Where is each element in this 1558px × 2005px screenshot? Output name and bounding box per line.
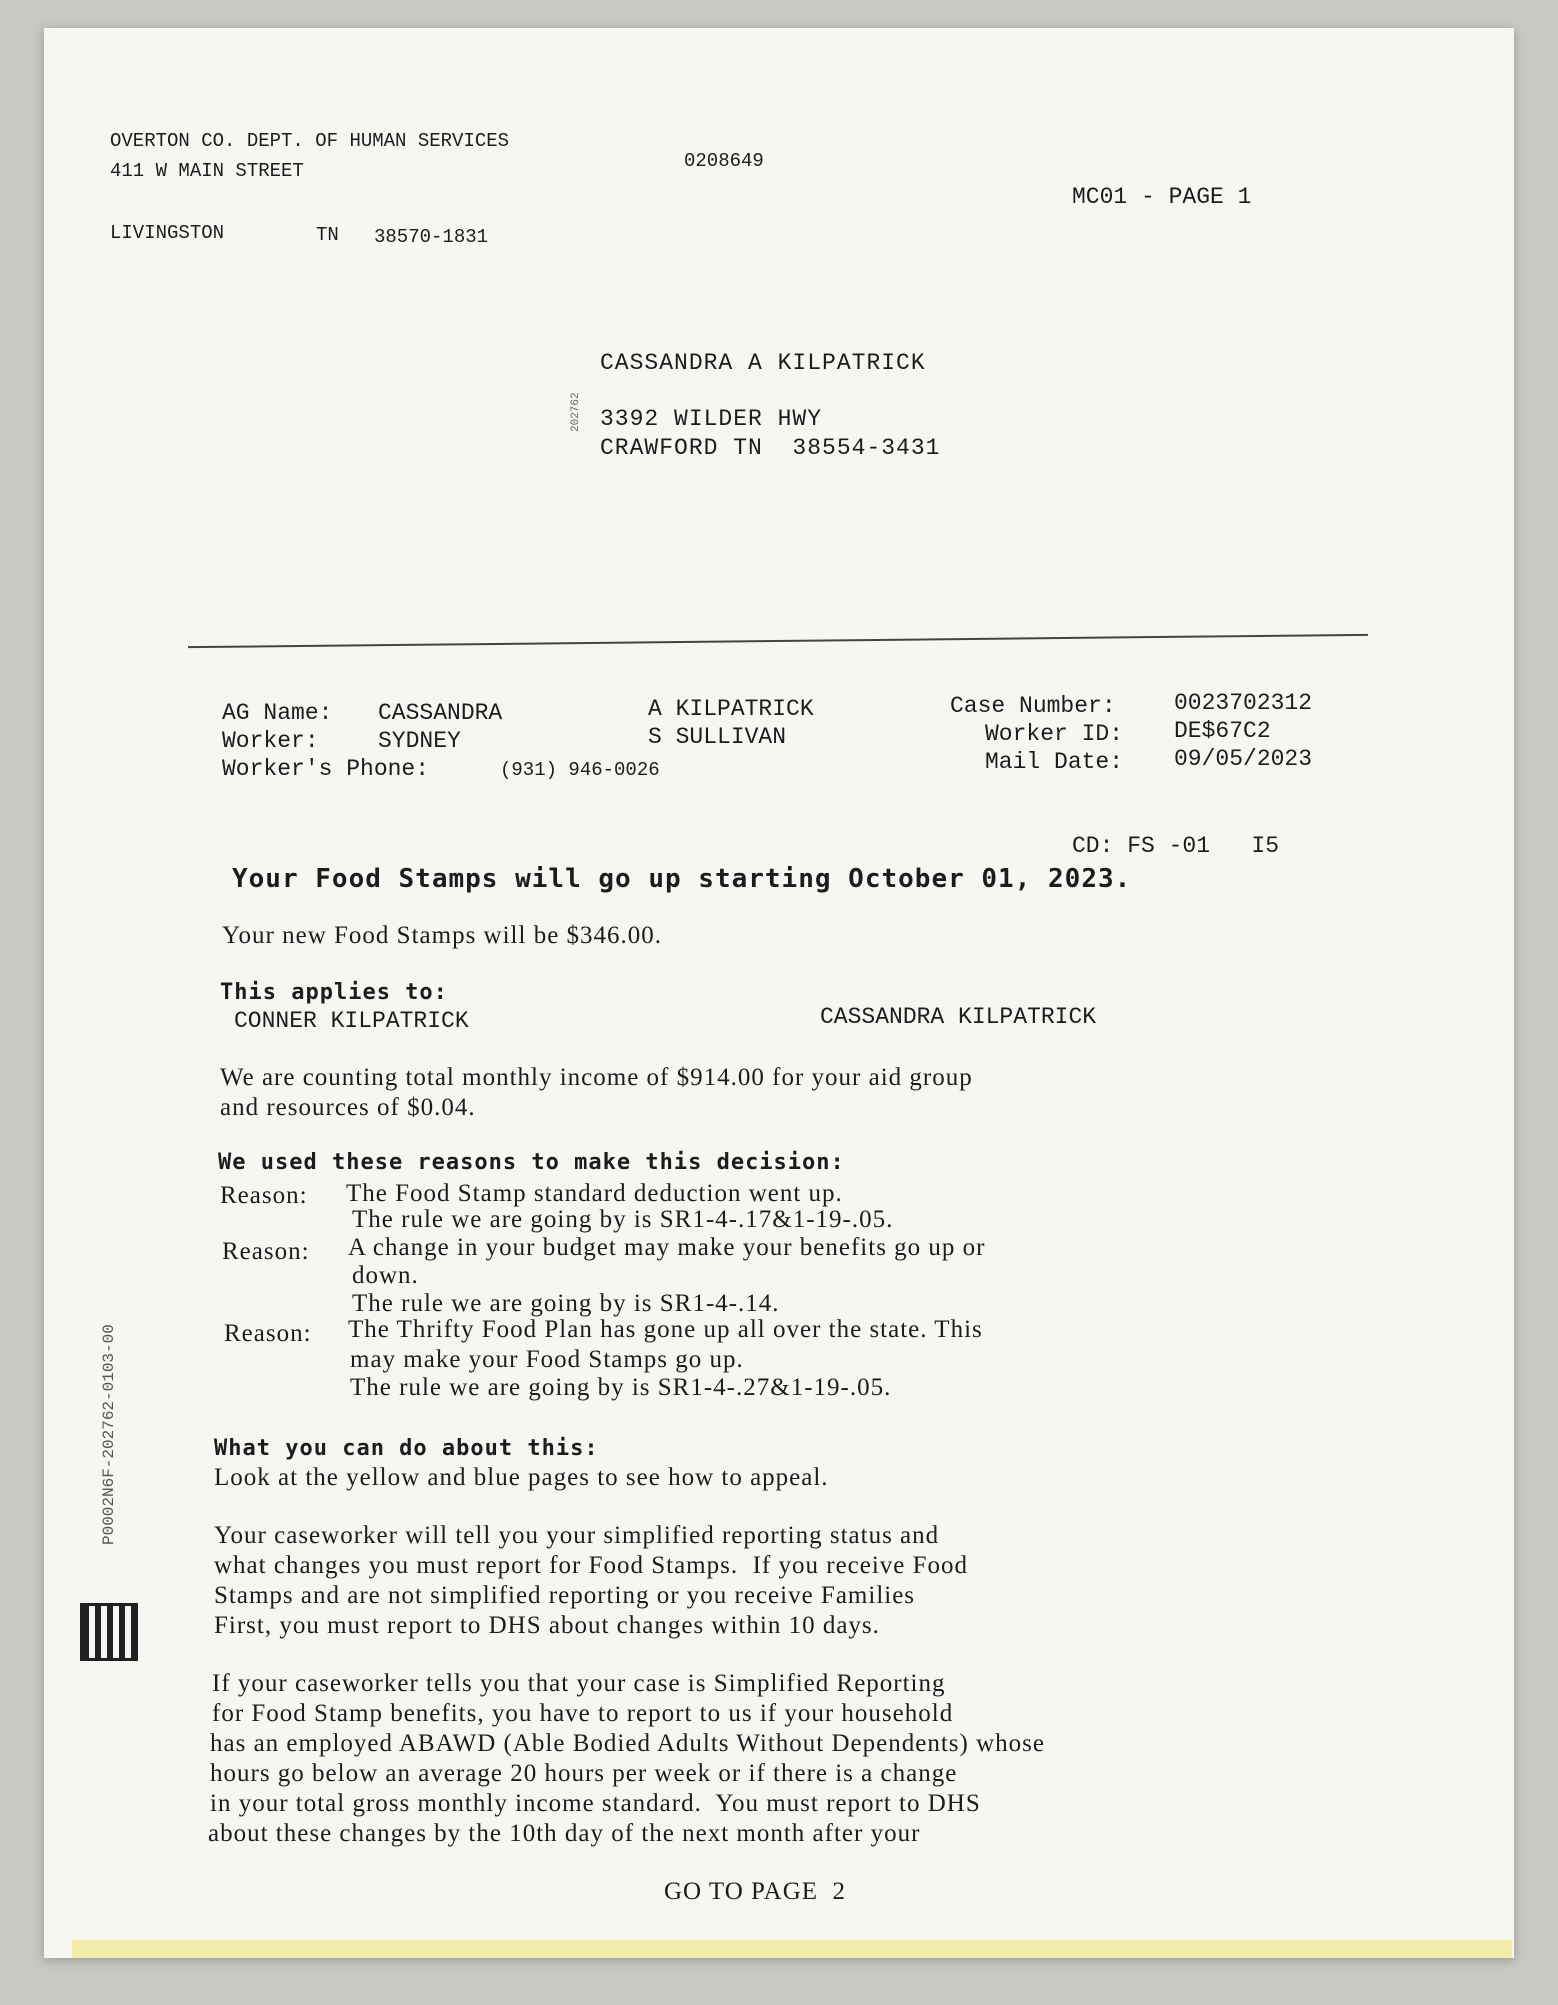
worker-phone: (931) 946-0026 (500, 759, 660, 781)
document-code: 0208649 (684, 150, 764, 172)
sender-line1: OVERTON CO. DEPT. OF HUMAN SERVICES (110, 130, 510, 152)
sender-line2: 411 W MAIN STREET (110, 160, 304, 182)
new-amount: Your new Food Stamps will be $346.00. (222, 922, 663, 949)
footer-go-to-page: GO TO PAGE 2 (664, 1878, 847, 1905)
applies-person-2: CASSANDRA KILPATRICK (820, 1004, 1097, 1030)
sender-city: LIVINGSTON (110, 222, 225, 244)
worker-first-name: SYDNEY (378, 728, 461, 754)
reason-2-line-2: down. (352, 1262, 419, 1289)
sender-zip: 38570-1831 (374, 226, 489, 248)
applies-to-heading: This applies to: (220, 980, 448, 1005)
recipient-city-line: CRAWFORD TN 38554-3431 (600, 435, 941, 461)
reason-3-label: Reason: (224, 1320, 312, 1347)
reason-3-line-2: may make your Food Stamps go up. (350, 1346, 744, 1373)
reason-3-line-1: The Thrifty Food Plan has gone up all over the state. This (348, 1316, 983, 1343)
recipient-name: CASSANDRA A KILPATRICK (600, 350, 926, 376)
paragraph-2-line-2: for Food Stamp benefits, you have to report to us if your household (212, 1700, 954, 1727)
yellow-page-edge (72, 1940, 1512, 1958)
reasons-heading: We used these reasons to make this decision: (218, 1150, 845, 1175)
ag-name-label: AG Name: (222, 700, 333, 726)
sender-state: TN (316, 224, 339, 246)
worker-last-name: S SULLIVAN (648, 724, 787, 750)
worker-phone-label: Worker's Phone: (222, 756, 430, 782)
reason-2-line-3: The rule we are going by is SR1-4-.14. (352, 1290, 780, 1317)
recipient-street: 3392 WILDER HWY (600, 406, 823, 432)
reason-3-line-3: The rule we are going by is SR1-4-.27&1-19-.05. (350, 1374, 892, 1401)
paragraph-1-line-3: Stamps and are not simplified reporting or you receive Families (214, 1582, 916, 1609)
mail-date-label: Mail Date: (985, 749, 1124, 775)
action-text: Look at the yellow and blue pages to see how to appeal. (214, 1464, 829, 1491)
worker-label: Worker: (222, 728, 319, 754)
income-line-1: We are counting total monthly income of $914.00 for your aid group (220, 1064, 973, 1091)
reason-2-line-1: A change in your budget may make your benefits go up or (348, 1234, 986, 1261)
headline: Your Food Stamps will go up starting October 01, 2023. (232, 864, 1132, 894)
ag-first-name: CASSANDRA (378, 700, 503, 726)
recipient-side-code: 202762 (570, 392, 582, 432)
paragraph-2-line-3: has an employed ABAWD (Able Bodied Adults Without Dependents) whose (210, 1730, 1045, 1757)
worker-id-label: Worker ID: (985, 721, 1124, 747)
reason-1-line-1: The Food Stamp standard deduction went up. (346, 1180, 843, 1207)
action-heading: What you can do about this: (214, 1436, 599, 1461)
paragraph-1-line-2: what changes you must report for Food Stamps. If you receive Food (214, 1552, 969, 1579)
datamatrix-code (80, 1603, 138, 1661)
paragraph-1-line-4: First, you must report to DHS about changes within 10 days. (214, 1612, 880, 1639)
mail-date: 09/05/2023 (1174, 746, 1313, 772)
case-number: 0023702312 (1174, 690, 1313, 716)
case-number-label: Case Number: (950, 693, 1116, 719)
reason-1-label: Reason: (220, 1182, 308, 1209)
page-label: MC01 - PAGE 1 (1072, 184, 1252, 210)
paragraph-2-line-1: If your caseworker tells you that your case is Simplified Reporting (212, 1670, 946, 1697)
paragraph-2-line-4: hours go below an average 20 hours per week or if there is a change (210, 1760, 958, 1787)
paragraph-2-line-6: about these changes by the 10th day of the next month after your (208, 1820, 921, 1847)
cd-code: CD: FS -01 I5 (1072, 833, 1280, 859)
margin-code: P0002N6F-202762-0103-00 (100, 1324, 118, 1545)
reason-2-label: Reason: (222, 1238, 310, 1265)
ag-last-name: A KILPATRICK (648, 696, 814, 722)
income-line-2: and resources of $0.04. (220, 1094, 476, 1121)
paragraph-2-line-5: in your total gross monthly income standard. You must report to DHS (210, 1790, 981, 1817)
reason-1-line-2: The rule we are going by is SR1-4-.17&1-19-.05. (352, 1206, 894, 1233)
paragraph-1-line-1: Your caseworker will tell you your simplified reporting status and (214, 1522, 940, 1549)
worker-id: DE$67C2 (1174, 718, 1271, 744)
applies-person-1: CONNER KILPATRICK (234, 1008, 469, 1034)
